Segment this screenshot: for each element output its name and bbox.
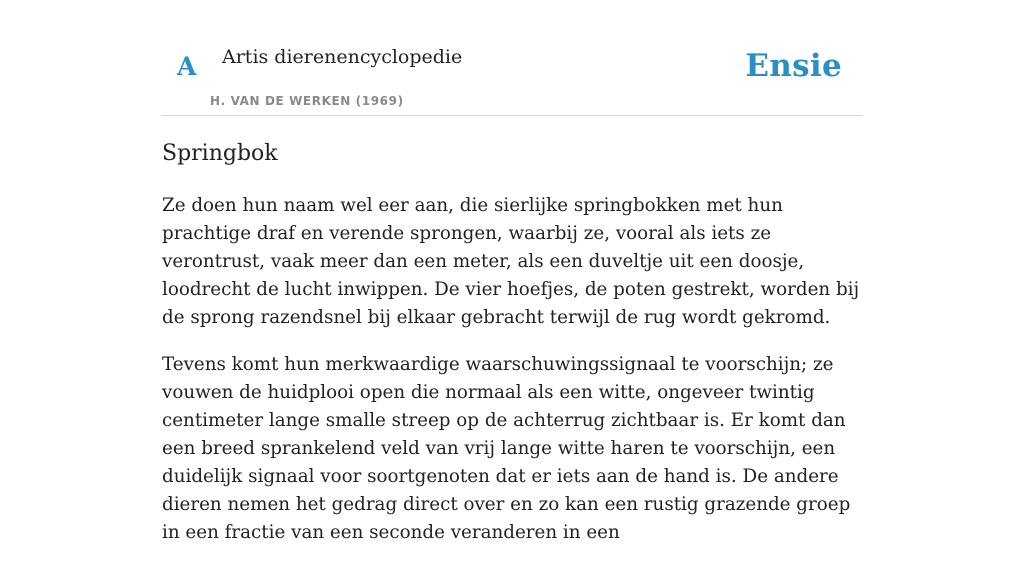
entry-content bbox=[162, 192, 862, 566]
entry-title: Springbok bbox=[162, 141, 278, 166]
entry-paragraph: Tevens komt hun merkwaardige waarschuwingssignaal te voorschijn; ze vouwen de huidplooi open die normaal als een witte, ongeveer twintig centimeter lange smalle streep op de achterrug zichtbaar is. Er komt dan een breed sprankelend veld van vrij lange witte haren te voorschijn, een duidelijk signaal voor soortgenoten dat er iets aan de hand is. De andere dieren nemen het gedrag direct over en zo kan een rustig grazende groep in een fractie van een seconde veranderen in een bbox=[162, 354, 851, 543]
source-letter-icon[interactable]: A bbox=[177, 52, 197, 81]
source-title-link[interactable]: Artis dierenencyclopedie bbox=[222, 46, 463, 68]
article-page bbox=[162, 0, 862, 543]
source-author: H. VAN DE WERKEN (1969) bbox=[210, 94, 404, 108]
source-header bbox=[162, 0, 862, 116]
entry-paragraph: Ze doen hun naam wel eer aan, die sierlijke springbokken met hun prachtige draf en verende sprongen, waarbij ze, vooral als iets ze verontrust, vaak meer dan een meter, als een duveltje uit een doosje, loodrecht de lucht inwippen. De vier hoefjes, de poten gestrekt, worden bij de sprong razendsnel bij elkaar gebracht terwijl de rug wordt gekromd. bbox=[162, 195, 860, 328]
ensie-logo-link[interactable]: Ensie bbox=[745, 48, 842, 84]
